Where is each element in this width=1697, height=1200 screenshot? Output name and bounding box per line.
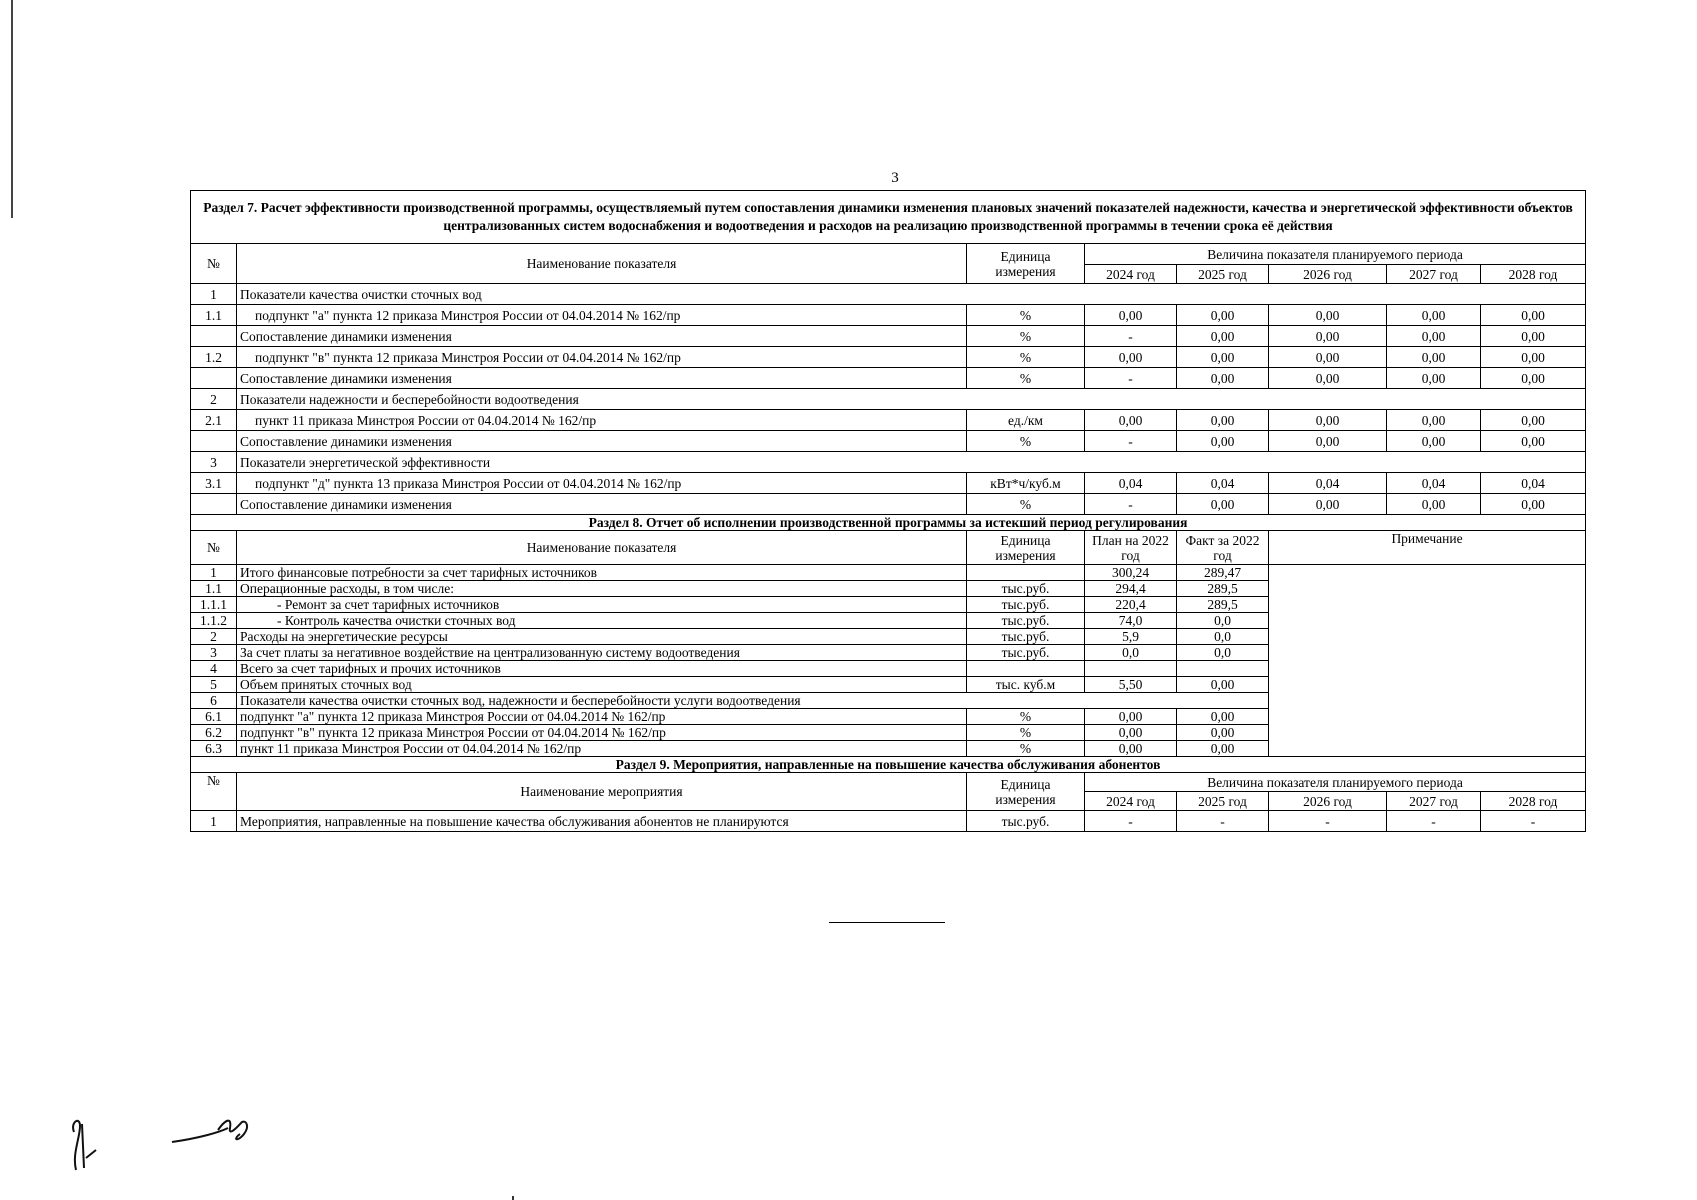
row-value: - xyxy=(1481,811,1586,832)
page-number: 3 xyxy=(891,170,899,186)
s9-year-header: 2026 год xyxy=(1269,792,1387,811)
row-value: 0,00 xyxy=(1177,347,1269,368)
row-value: 0,00 xyxy=(1177,368,1269,389)
row-value: 0,04 xyxy=(1481,473,1586,494)
row-unit xyxy=(967,565,1085,581)
s7-comparison-row xyxy=(191,326,1586,347)
row-unit xyxy=(967,661,1085,677)
row-value: 0,04 xyxy=(1269,473,1387,494)
row-value: 0,00 xyxy=(1481,431,1586,452)
row-unit: ед./км xyxy=(967,410,1085,431)
s7-col-name: Наименование показателя xyxy=(237,244,967,284)
s8-note-cell xyxy=(1269,565,1586,757)
row-name: Показатели качества очистки сточных вод xyxy=(237,284,1586,305)
row-fact: 289,47 xyxy=(1177,565,1269,581)
row-fact: 0,00 xyxy=(1177,741,1269,757)
row-value: 0,00 xyxy=(1387,410,1481,431)
row-number: 1.1 xyxy=(191,581,237,597)
row-unit: тыс. куб.м xyxy=(967,677,1085,693)
s8-col-fact: Факт за 2022 год xyxy=(1177,531,1269,565)
section7-title: Раздел 7. Расчет эффективности производственной программы, осуществляемый путем сопоставления динамики изменения плановых значений показателей надежности, качества и энергетической эффективности объектов централизованных систем водоснабжения и водоотведения и расходов на реализацию производственной программы в течении срока её действия xyxy=(191,191,1586,244)
s9-col-num: № xyxy=(191,773,237,811)
row-name: Операционные расходы, в том числе: xyxy=(237,581,967,597)
row-number xyxy=(191,326,237,347)
document-table xyxy=(190,190,1586,832)
row-unit: % xyxy=(967,725,1085,741)
row-value: 0,00 xyxy=(1269,326,1387,347)
handwritten-signature xyxy=(170,1110,270,1150)
row-unit: % xyxy=(967,494,1085,515)
row-name: За счет платы за негативное воздействие на централизованную систему водоотведения xyxy=(237,645,967,661)
row-name: Сопоставление динамики изменения xyxy=(237,326,967,347)
row-name: подпункт "а" пункта 12 приказа Минстроя России от 04.04.2014 № 162/пр xyxy=(237,709,967,725)
row-value: 0,00 xyxy=(1177,326,1269,347)
row-number: 1.1 xyxy=(191,305,237,326)
row-value: 0,00 xyxy=(1269,494,1387,515)
row-name: подпункт "а" пункта 12 приказа Минстроя России от 04.04.2014 № 162/пр xyxy=(237,305,967,326)
row-unit: % xyxy=(967,431,1085,452)
document-table-body xyxy=(191,191,1586,832)
s8-col-plan: План на 2022 год xyxy=(1085,531,1177,565)
s7-year-header: 2025 год xyxy=(1177,265,1269,284)
row-number: 2 xyxy=(191,629,237,645)
row-value: - xyxy=(1085,811,1177,832)
row-number: 1.1.2 xyxy=(191,613,237,629)
row-name: - Контроль качества очистки сточных вод xyxy=(237,613,967,629)
row-value: 0,00 xyxy=(1387,494,1481,515)
row-plan: 74,0 xyxy=(1085,613,1177,629)
row-name: подпункт "в" пункта 12 приказа Минстроя России от 04.04.2014 № 162/пр xyxy=(237,347,967,368)
row-unit: % xyxy=(967,347,1085,368)
section7-header-row xyxy=(191,244,1586,265)
row-plan: 300,24 xyxy=(1085,565,1177,581)
end-rule xyxy=(829,922,945,923)
row-fact: 0,00 xyxy=(1177,709,1269,725)
s9-year-header: 2024 год xyxy=(1085,792,1177,811)
row-value: 0,00 xyxy=(1387,368,1481,389)
row-plan: 5,50 xyxy=(1085,677,1177,693)
row-number: 2 xyxy=(191,389,237,410)
row-name: пункт 11 приказа Минстроя России от 04.04.2014 № 162/пр xyxy=(237,741,967,757)
row-value: 0,00 xyxy=(1387,326,1481,347)
row-value: 0,00 xyxy=(1481,347,1586,368)
row-number: 1 xyxy=(191,811,237,832)
row-unit: тыс.руб. xyxy=(967,811,1085,832)
row-value: - xyxy=(1269,811,1387,832)
row-number: 2.1 xyxy=(191,410,237,431)
s7-year-header: 2028 год xyxy=(1481,265,1586,284)
row-name: - Ремонт за счет тарифных источников xyxy=(237,597,967,613)
s7-comparison-row xyxy=(191,368,1586,389)
row-name: Всего за счет тарифных и прочих источников xyxy=(237,661,967,677)
row-value: 0,00 xyxy=(1481,410,1586,431)
row-number: 4 xyxy=(191,661,237,677)
row-value: 0,04 xyxy=(1387,473,1481,494)
row-unit: % xyxy=(967,709,1085,725)
row-number: 3.1 xyxy=(191,473,237,494)
row-number: 1.1.1 xyxy=(191,597,237,613)
row-unit: % xyxy=(967,305,1085,326)
row-unit: % xyxy=(967,326,1085,347)
s8-col-num: № xyxy=(191,531,237,565)
s8-col-note: Примечание xyxy=(1269,531,1586,565)
row-name: Сопоставление динамики изменения xyxy=(237,494,967,515)
s7-indicator-row xyxy=(191,410,1586,431)
row-plan: 0,00 xyxy=(1085,725,1177,741)
document-table-wrapper xyxy=(190,190,1585,832)
s7-col-num: № xyxy=(191,244,237,284)
row-plan: 294,4 xyxy=(1085,581,1177,597)
row-plan: 5,9 xyxy=(1085,629,1177,645)
row-fact: 0,00 xyxy=(1177,677,1269,693)
row-number xyxy=(191,431,237,452)
s7-group-row xyxy=(191,284,1586,305)
row-unit: тыс.руб. xyxy=(967,581,1085,597)
s9-col-name: Наименование мероприятия xyxy=(237,773,967,811)
section7-title-row xyxy=(191,191,1586,244)
section8-title: Раздел 8. Отчет об исполнении производственной программы за истекший период регулирования xyxy=(191,515,1586,531)
row-unit: кВт*ч/куб.м xyxy=(967,473,1085,494)
row-name: Мероприятия, направленные на повышение качества обслуживания абонентов не планируются xyxy=(237,811,967,832)
row-value: 0,00 xyxy=(1269,347,1387,368)
row-value: 0,00 xyxy=(1481,305,1586,326)
row-value: 0,00 xyxy=(1085,305,1177,326)
row-value: 0,00 xyxy=(1085,410,1177,431)
s7-indicator-row xyxy=(191,305,1586,326)
section9-title-row xyxy=(191,757,1586,773)
row-number: 6.2 xyxy=(191,725,237,741)
s9-year-header: 2027 год xyxy=(1387,792,1481,811)
row-unit: % xyxy=(967,368,1085,389)
row-value: 0,00 xyxy=(1269,368,1387,389)
section8-header-row xyxy=(191,531,1586,565)
row-fact: 0,0 xyxy=(1177,629,1269,645)
row-plan: 0,00 xyxy=(1085,741,1177,757)
row-value: - xyxy=(1085,368,1177,389)
row-value: - xyxy=(1085,326,1177,347)
row-value: - xyxy=(1085,494,1177,515)
row-value: 0,04 xyxy=(1177,473,1269,494)
row-unit: % xyxy=(967,741,1085,757)
row-value: - xyxy=(1177,811,1269,832)
s7-comparison-row xyxy=(191,494,1586,515)
handwritten-initials xyxy=(66,1114,106,1176)
row-number: 1 xyxy=(191,565,237,581)
s9-col-value: Величина показателя планируемого периода xyxy=(1085,773,1586,792)
row-value: 0,00 xyxy=(1177,305,1269,326)
s7-year-header: 2026 год xyxy=(1269,265,1387,284)
row-unit: тыс.руб. xyxy=(967,597,1085,613)
row-number: 1 xyxy=(191,284,237,305)
section9-title: Раздел 9. Мероприятия, направленные на повышение качества обслуживания абонентов xyxy=(191,757,1586,773)
row-value: 0,00 xyxy=(1269,431,1387,452)
row-fact: 0,0 xyxy=(1177,613,1269,629)
row-number: 3 xyxy=(191,645,237,661)
s7-group-row xyxy=(191,452,1586,473)
row-value: 0,00 xyxy=(1387,305,1481,326)
s9-year-header: 2028 год xyxy=(1481,792,1586,811)
row-name: Итого финансовые потребности за счет тарифных источников xyxy=(237,565,967,581)
row-number xyxy=(191,368,237,389)
s7-col-unit: Единица измерения xyxy=(967,244,1085,284)
row-name: Показатели надежности и бесперебойности водоотведения xyxy=(237,389,1586,410)
row-name: Сопоставление динамики изменения xyxy=(237,431,967,452)
row-number: 6.1 xyxy=(191,709,237,725)
row-name: Показатели энергетической эффективности xyxy=(237,452,1586,473)
row-value: 0,00 xyxy=(1387,347,1481,368)
row-value: - xyxy=(1085,431,1177,452)
section8-title-row xyxy=(191,515,1586,531)
row-fact: 0,00 xyxy=(1177,725,1269,741)
s7-year-header: 2024 год xyxy=(1085,265,1177,284)
scan-mark xyxy=(512,1196,514,1200)
row-name: Сопоставление динамики изменения xyxy=(237,368,967,389)
s8-col-name: Наименование показателя xyxy=(237,531,967,565)
row-value: 0,00 xyxy=(1481,494,1586,515)
row-fact xyxy=(1177,661,1269,677)
row-fact: 289,5 xyxy=(1177,581,1269,597)
row-fact: 0,0 xyxy=(1177,645,1269,661)
row-unit: тыс.руб. xyxy=(967,629,1085,645)
s9-year-header: 2025 год xyxy=(1177,792,1269,811)
row-name: подпункт "д" пункта 13 приказа Минстроя России от 04.04.2014 № 162/пр xyxy=(237,473,967,494)
section9-header-row xyxy=(191,773,1586,792)
row-number xyxy=(191,494,237,515)
row-number: 6 xyxy=(191,693,237,709)
s7-group-row xyxy=(191,389,1586,410)
s7-indicator-row xyxy=(191,473,1586,494)
row-number: 1.2 xyxy=(191,347,237,368)
row-number: 5 xyxy=(191,677,237,693)
row-fact: 289,5 xyxy=(1177,597,1269,613)
s8-col-unit: Единица измерения xyxy=(967,531,1085,565)
row-name: пункт 11 приказа Минстроя России от 04.04.2014 № 162/пр xyxy=(237,410,967,431)
row-plan: 0,0 xyxy=(1085,645,1177,661)
row-value: 0,04 xyxy=(1085,473,1177,494)
row-name: подпункт "в" пункта 12 приказа Минстроя России от 04.04.2014 № 162/пр xyxy=(237,725,967,741)
row-name: Показатели качества очистки сточных вод, надежности и бесперебойности услуги водоотведения xyxy=(237,693,1269,709)
row-value: - xyxy=(1387,811,1481,832)
s8-report-row xyxy=(191,565,1586,581)
row-value: 0,00 xyxy=(1177,431,1269,452)
row-unit: тыс.руб. xyxy=(967,645,1085,661)
s7-col-value: Величина показателя планируемого периода xyxy=(1085,244,1586,265)
row-number: 6.3 xyxy=(191,741,237,757)
s7-year-header: 2027 год xyxy=(1387,265,1481,284)
row-value: 0,00 xyxy=(1481,368,1586,389)
row-plan xyxy=(1085,661,1177,677)
row-value: 0,00 xyxy=(1387,431,1481,452)
row-value: 0,00 xyxy=(1481,326,1586,347)
s7-indicator-row xyxy=(191,347,1586,368)
row-value: 0,00 xyxy=(1269,410,1387,431)
row-name: Объем принятых сточных вод xyxy=(237,677,967,693)
row-value: 0,00 xyxy=(1085,347,1177,368)
row-number: 3 xyxy=(191,452,237,473)
s9-col-unit: Единица измерения xyxy=(967,773,1085,811)
row-unit: тыс.руб. xyxy=(967,613,1085,629)
row-plan: 0,00 xyxy=(1085,709,1177,725)
s7-comparison-row xyxy=(191,431,1586,452)
row-value: 0,00 xyxy=(1269,305,1387,326)
row-plan: 220,4 xyxy=(1085,597,1177,613)
s9-measure-row xyxy=(191,811,1586,832)
row-value: 0,00 xyxy=(1177,494,1269,515)
row-value: 0,00 xyxy=(1177,410,1269,431)
row-name: Расходы на энергетические ресурсы xyxy=(237,629,967,645)
